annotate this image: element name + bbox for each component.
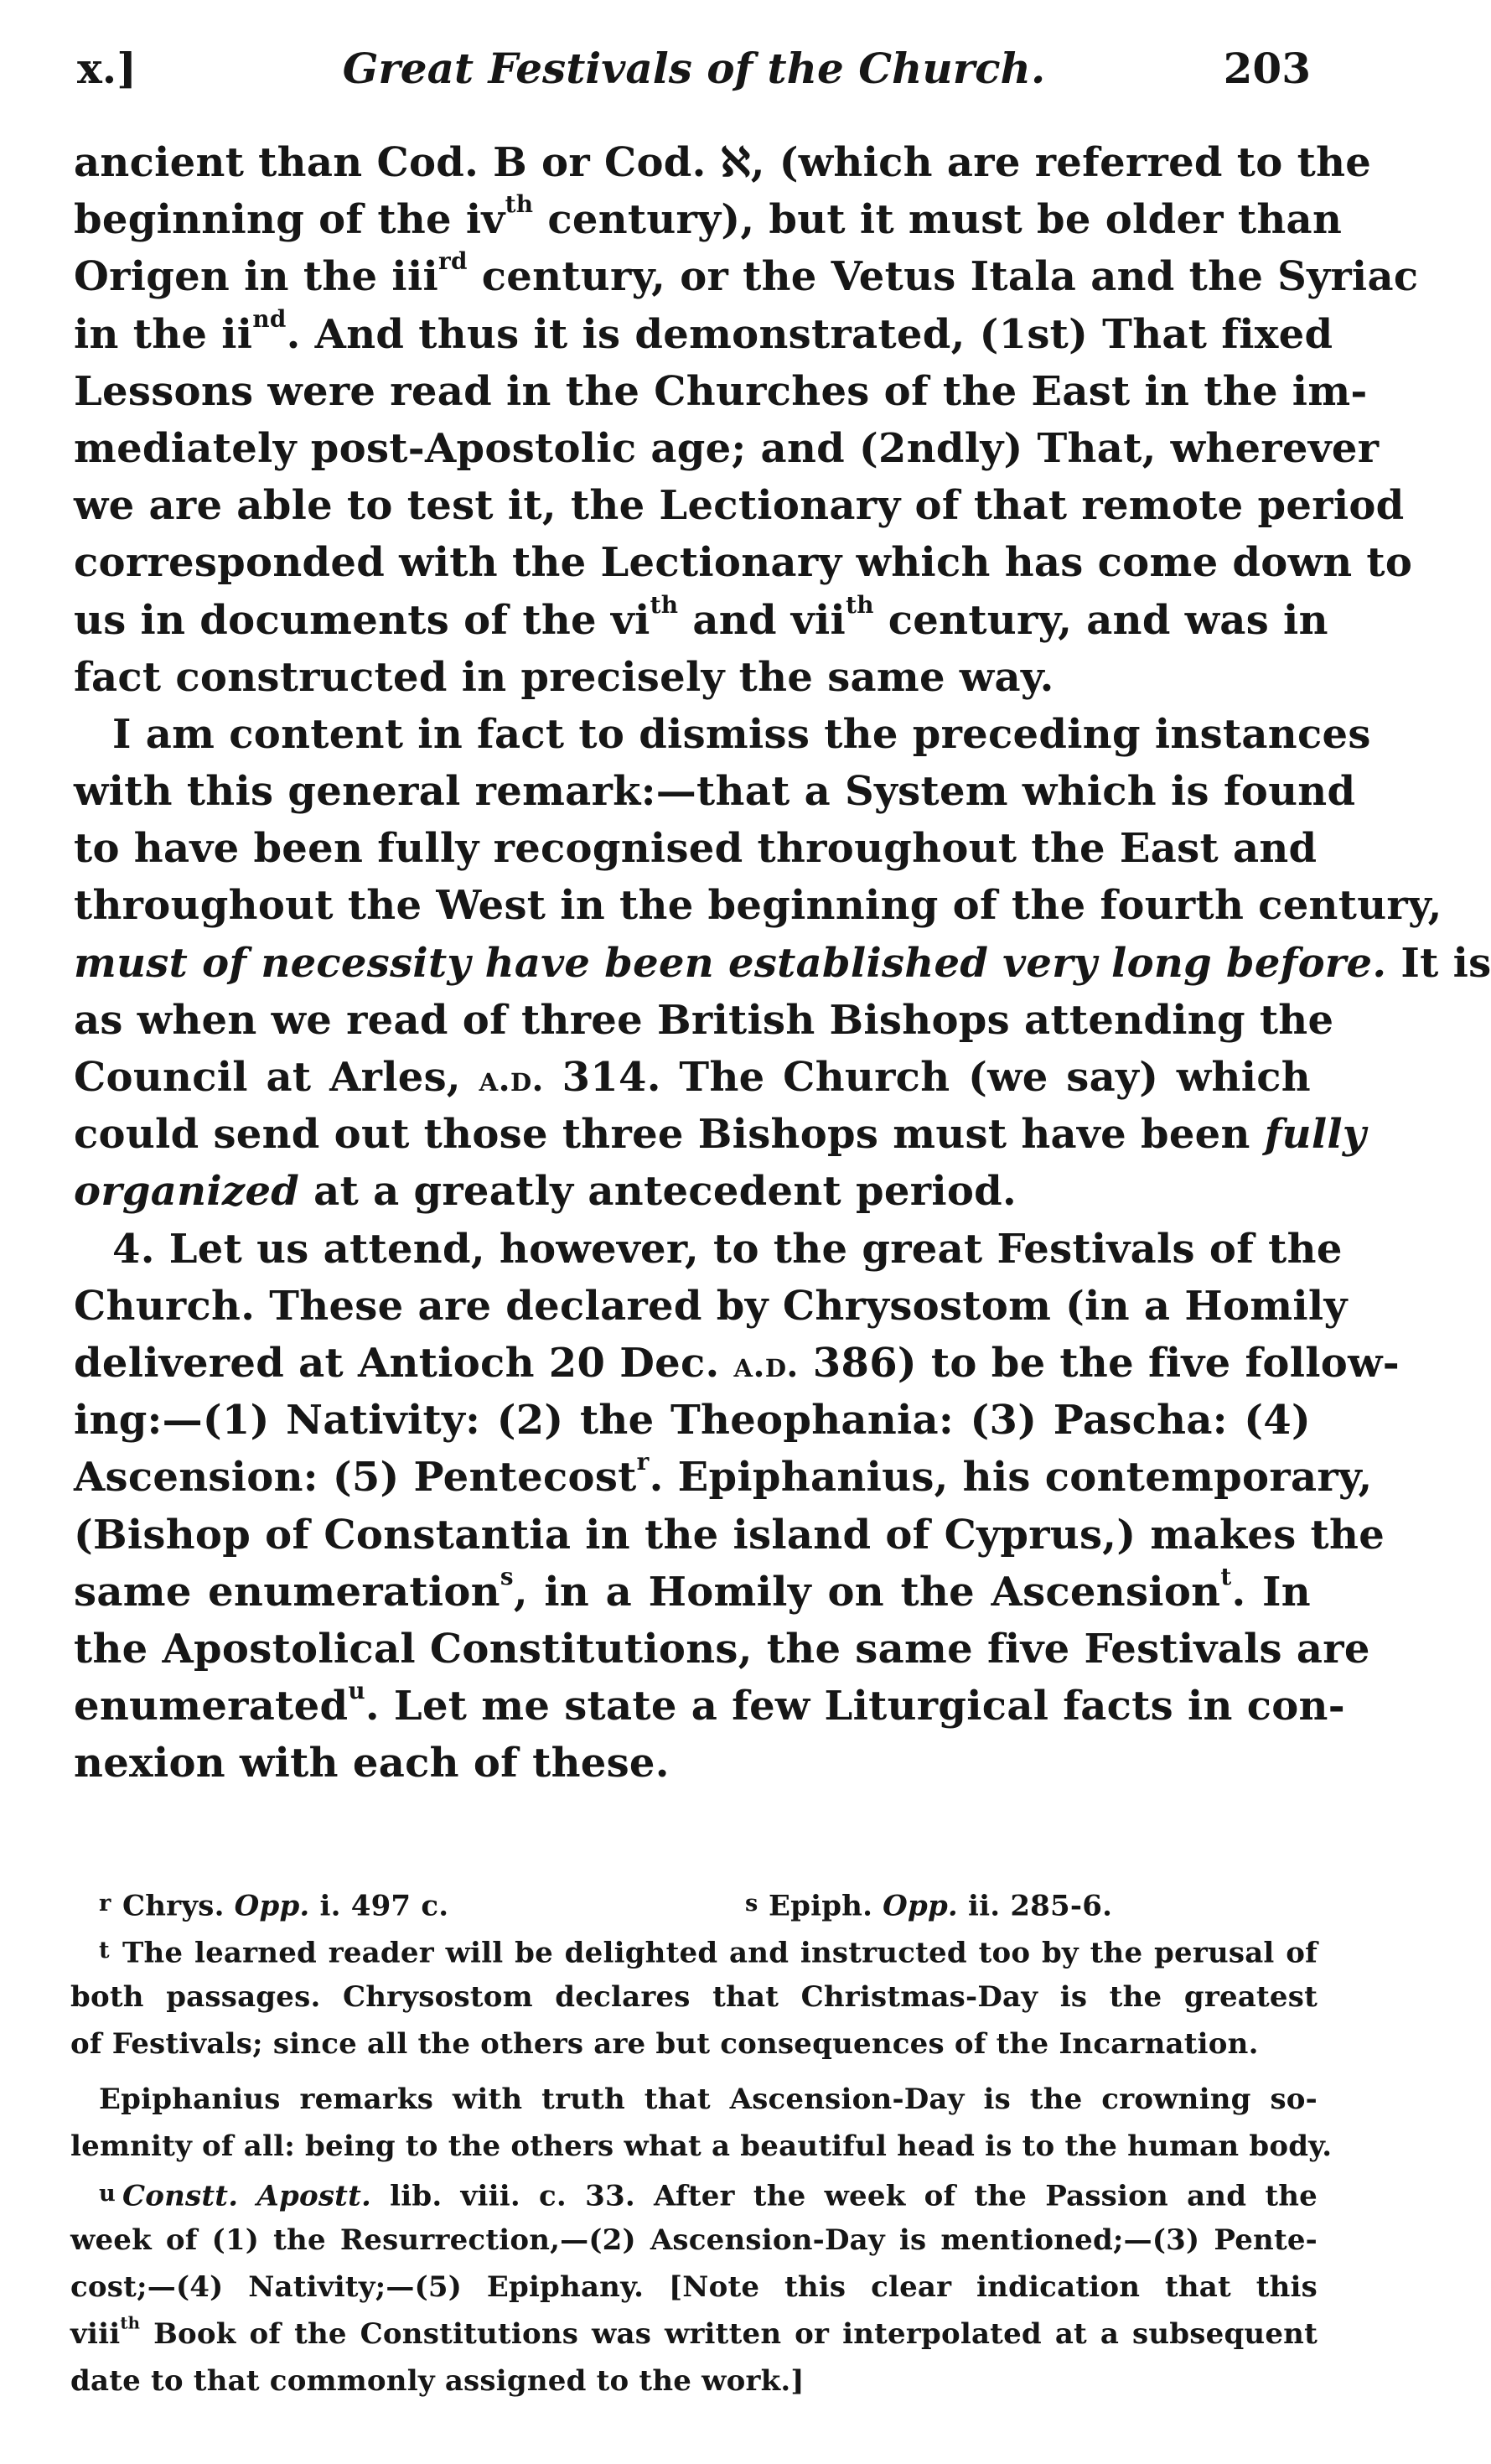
text-line: us in documents of the $vi^{th}$ and vii$^{th}$ century, and was in <box>74 590 1328 644</box>
footnote-line: Epiphanius remarks with truth that Ascension-Day is the crowning so- <box>99 2083 1318 2116</box>
text-line: as when we read of three British Bishops attending the <box>74 996 1334 1044</box>
text-line: we are able to test it, the Lectionary of that remote period <box>74 482 1405 530</box>
text-line: 4. Let us attend, however, to the great Festivals of the <box>112 1225 1343 1273</box>
text-line: same enumeration$^s$, in a Homily on the Ascension$^t$. In <box>74 1562 1311 1616</box>
text-line: I am content in fact to dismiss the preceding instances <box>112 710 1371 758</box>
body-text <box>74 134 1491 1792</box>
text-line: Church. These are declared by Chrysostom (in a Homily <box>74 1282 1348 1330</box>
text-line: the Apostolical Constitutions, the same five Festivals are <box>74 1625 1370 1673</box>
text-line: fact constructed in precisely the same way. <box>74 653 1054 701</box>
paragraph-1 <box>74 134 1419 706</box>
footnote-ref-u: u <box>348 1677 365 1705</box>
text-line: to have been fully recognised throughout the East and <box>74 825 1318 873</box>
footnote-ref-r: r <box>636 1448 650 1476</box>
text-line: mediately post-Apostolic age; and (2ndly) That, wherever <box>74 424 1380 472</box>
footnote-line: of Festivals; since all the others are but consequences of the Incarnation. <box>70 2027 1259 2061</box>
text-line: (Bishop of Constantia in the island of Cyprus,) makes the <box>74 1511 1385 1559</box>
text-line: Council at Arles, a.d. 314. The Church (we say) which <box>74 1054 1311 1101</box>
text-line: beginning of the $iv^{th}$ century), but it must be older than <box>74 190 1343 244</box>
footnote-line: viii$^{th}$ Book of the Constitutions was written or interpolated at a subsequent <box>70 2312 1318 2351</box>
chapter-marker: x.] <box>77 44 137 93</box>
text-line: Origen in the iii$^{rd}$ century, or the Vetus Itala and the Syriac <box>74 247 1419 301</box>
footnote-line: lemnity of all: being to the others what a beautiful head is to the human body. <box>70 2129 1333 2163</box>
footnote-r: r Chrys. Opp. i. 497 c. <box>99 1889 449 1923</box>
text-line: in the $ii^{nd}$. And thus it is demonstrated, (1st) That fixed <box>74 304 1333 358</box>
footnote-r-s-row <box>70 1880 1318 1927</box>
footnote-u <box>70 2170 1318 2404</box>
footnote-ref-t: t <box>1220 1562 1232 1590</box>
text-line: ing:—(1) Nativity: (2) the Theophania: (3) Pascha: (4) <box>74 1397 1311 1445</box>
text-line: Ascension: (5) Pentecost$^r$. Epiphanius, his contemporary, <box>74 1448 1373 1502</box>
footnote-line: date to that commonly assigned to the work.] <box>70 2364 805 2398</box>
text-line: throughout the West in the beginning of the fourth century, <box>74 882 1442 930</box>
text-line: delivered at Antioch 20 Dec. a.d. 386) to be the five follow- <box>74 1339 1400 1387</box>
text-line: Lessons were read in the Churches of the East in the im- <box>74 367 1368 415</box>
running-header <box>77 35 1311 102</box>
text-line: enumerated$^u$. Let me state a few Liturgical facts in con- <box>74 1677 1345 1730</box>
footnote-s: s Epiph. Opp. ii. 285-6. <box>745 1889 1113 1923</box>
text-line: could send out those three Bishops must have been fully <box>74 1111 1367 1159</box>
text-line: must of necessity have been established very long before. It is <box>74 939 1491 987</box>
footnote-line: week of (1) the Resurrection,—(2) Ascension-Day is mentioned;—(3) Pente- <box>70 2223 1318 2257</box>
paragraph-2 <box>74 706 1491 1221</box>
paragraph-3 <box>74 1221 1400 1792</box>
footnote-ref-s: s <box>500 1562 514 1590</box>
footnote-t <box>70 1927 1333 2170</box>
text-line: with this general remark:—that a System which is found <box>74 768 1356 816</box>
text-line: nexion with each of these. <box>74 1740 670 1787</box>
running-title: Great Festivals of the Church. <box>342 44 1046 93</box>
footnote-line: u Constt. Apostt. lib. viii. c. 33. After the week of the Passion and the <box>99 2179 1318 2213</box>
footnotes <box>70 1880 1333 2404</box>
footnote-line: cost;—(4) Nativity;—(5) Epiphany. [Note this clear indication that this <box>70 2270 1318 2304</box>
text-line: ancient than Cod. B or Cod. ℵ, (which are referred to the <box>74 139 1372 186</box>
footnote-line: t The learned reader will be delighted and instructed too by the perusal of <box>99 1936 1318 1970</box>
footnote-line: both passages. Chrysostom declares that Christmas-Day is the greatest <box>70 1980 1318 2014</box>
page-number: 203 <box>1223 44 1311 93</box>
text-line: organized at a greatly antecedent period. <box>74 1168 1017 1216</box>
text-line: corresponded with the Lectionary which has come down to <box>74 539 1413 587</box>
